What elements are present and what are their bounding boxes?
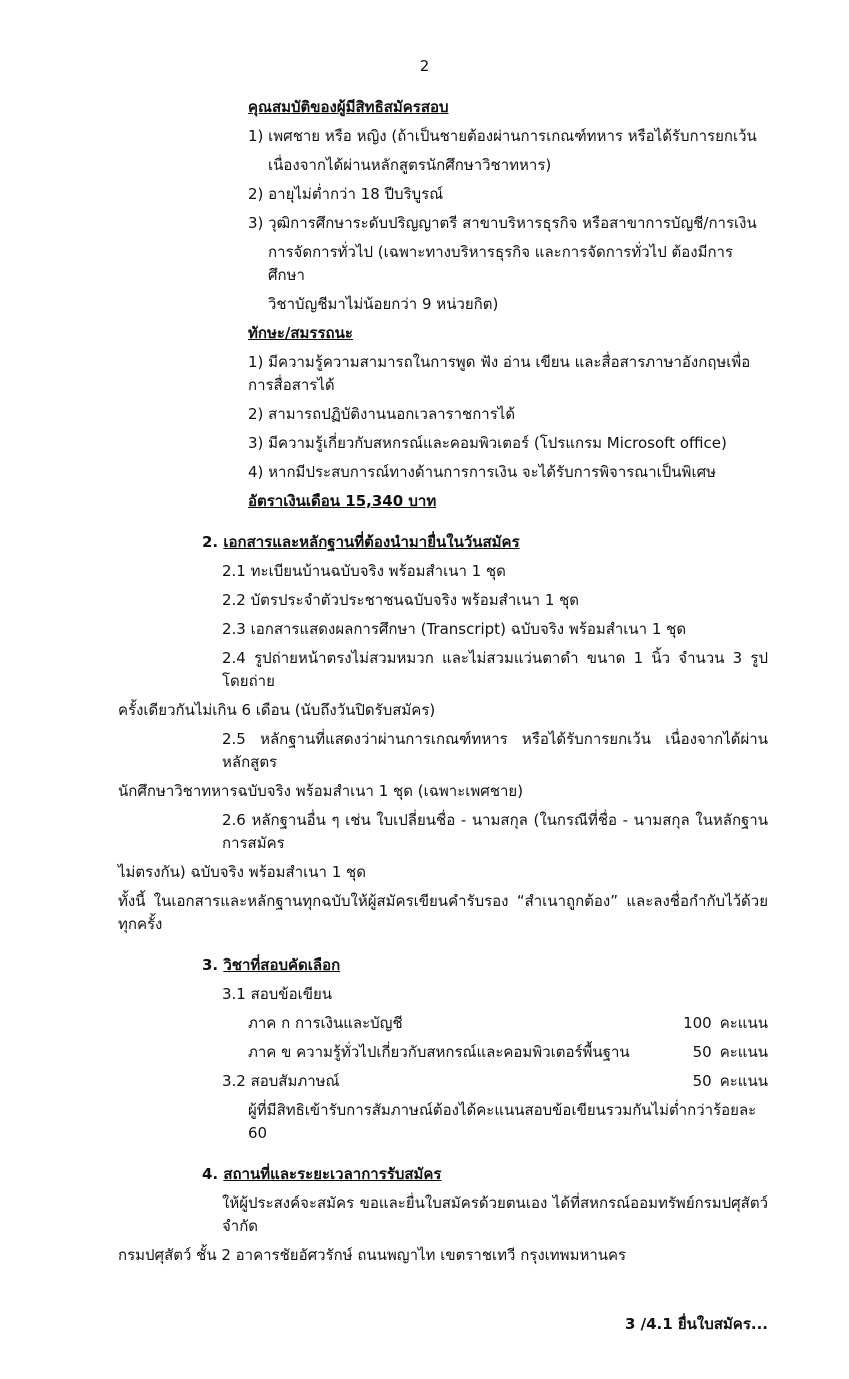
interview-eligibility-note: ผู้ที่มีสิทธิเข้ารับการสัมภาษณ์ต้องได้คะแนนสอบข้อเขียนรวมกันไม่ต่ำกว่าร้อยละ 60 <box>248 1101 757 1142</box>
exam-part-row <box>248 1009 768 1038</box>
document-item: 2.1 ทะเบียนบ้านฉบับจริง พร้อมสำเนา 1 ชุด <box>222 562 506 580</box>
qualification-item-cont: เนื่องจากได้ผ่านหลักสูตรนักศึกษาวิชาทหาร) <box>268 156 552 174</box>
skill-item: 1) มีความรู้ความสามารถในการพูด ฟัง อ่าน เขียน และสื่อสารภาษาอังกฤษเพื่อการสื่อสารได้ <box>248 353 751 394</box>
qualifications-heading: คุณสมบัติของผู้มีสิทธิสมัครสอบ <box>248 98 449 116</box>
qualification-item-cont: วิชาบัญชีมาไม่น้อยกว่า 9 หน่วยกิต) <box>268 295 499 313</box>
interview-points: 50 <box>692 1072 712 1090</box>
skill-item: 4) หากมีประสบการณ์ทางด้านการการเงิน จะได้รับการพิจารณาเป็นพิเศษ <box>248 463 716 481</box>
exam-part-name: ภาค ข ความรู้ทั่วไปเกี่ยวกับสหกรณ์และคอมพิวเตอร์พื้นฐาน <box>248 1043 630 1061</box>
page-number: 2 <box>419 57 430 75</box>
application-location: ให้ผู้ประสงค์จะสมัคร ขอและยื่นใบสมัครด้วยตนเอง ได้ที่สหกรณ์ออมทรัพย์กรมปศุสัตว์ จำกัด <box>222 1194 768 1235</box>
continuation-footer: 3 /4.1 ยื่นใบสมัคร... <box>624 1315 768 1333</box>
exam-part-name: ภาค ก การเงินและบัญชี <box>248 1014 403 1032</box>
section-number: 2. <box>202 533 219 551</box>
skills-heading: ทักษะ/สมรรถนะ <box>248 324 353 342</box>
interview-label: 3.2 สอบสัมภาษณ์ <box>222 1072 340 1090</box>
document-item-cont: ครั้งเดียวกันไม่เกิน 6 เดือน (นับถึงวันปิดรับสมัคร) <box>118 701 436 719</box>
skill-item: 3) มีความรู้เกี่ยวกับสหกรณ์และคอมพิวเตอร์ (โปรแกรม Microsoft office) <box>248 434 727 452</box>
section-title: วิชาที่สอบคัดเลือก <box>223 956 341 974</box>
qualification-item-cont: การจัดการทั่วไป (เฉพาะทางบริหารธุรกิจ และการจัดการทั่วไป ต้องมีการศึกษา <box>268 243 734 284</box>
qualification-item: 3) วุฒิการศึกษาระดับปริญญาตรี สาขาบริหารธุรกิจ หรือสาขาการบัญชี/การเงิน <box>248 214 757 232</box>
points-unit: คะแนน <box>719 1014 768 1032</box>
section2-heading <box>202 528 768 557</box>
salary: อัตราเงินเดือน 15,340 บาท <box>248 492 437 510</box>
interview-row <box>222 1067 768 1096</box>
section-number: 4. <box>202 1165 219 1183</box>
document-item: 2.5 หลักฐานที่แสดงว่าผ่านการเกณฑ์ทหาร หรือได้รับการยกเว้น เนื่องจากได้ผ่านหลักสูตร <box>222 730 768 771</box>
section-title: เอกสารและหลักฐานที่ต้องนำมายื่นในวันสมัคร <box>223 533 520 551</box>
points-unit: คะแนน <box>719 1072 768 1090</box>
qualification-item: 2) อายุไม่ต่ำกว่า 18 ปีบริบูรณ์ <box>248 185 444 203</box>
section4-heading <box>202 1160 768 1189</box>
document-item: 2.4 รูปถ่ายหน้าตรงไม่สวมหมวก และไม่สวมแว่นตาดำ ขนาด 1 นิ้ว จำนวน 3 รูป โดยถ่าย <box>222 649 768 690</box>
exam-part-points: 50 <box>692 1043 712 1061</box>
section-title: สถานที่และระยะเวลาการรับสมัคร <box>223 1165 442 1183</box>
section-number: 3. <box>202 956 219 974</box>
document-item-cont: ไม่ตรงกัน) ฉบับจริง พร้อมสำเนา 1 ชุด <box>118 863 366 881</box>
written-exam-label: 3.1 สอบข้อเขียน <box>222 985 332 1003</box>
exam-part-points: 100 <box>683 1014 712 1032</box>
points-unit: คะแนน <box>719 1043 768 1061</box>
certification-note: ทั้งนี้ ในเอกสารและหลักฐานทุกฉบับให้ผู้สมัครเขียนคำรับรอง “สำเนาถูกต้อง” และลงชื่อกำกับไว้ด้วยทุกครั้ง <box>118 892 768 933</box>
qualification-item: 1) เพศชาย หรือ หญิง (ถ้าเป็นชายต้องผ่านการเกณฑ์ทหาร หรือได้รับการยกเว้น <box>248 127 757 145</box>
skill-item: 2) สามารถปฏิบัติงานนอกเวลาราชการได้ <box>248 405 516 423</box>
exam-part-row <box>248 1038 768 1067</box>
application-location-cont: กรมปศุสัตว์ ชั้น 2 อาคารชัยอัศวรักษ์ ถนนพญาไท เขตราชเทวี กรุงเทพมหานคร <box>118 1246 627 1264</box>
document-item: 2.2 บัตรประจำตัวประชาชนฉบับจริง พร้อมสำเนา 1 ชุด <box>222 591 580 609</box>
document-item-cont: นักศึกษาวิชาทหารฉบับจริง พร้อมสำเนา 1 ชุด (เฉพาะเพศชาย) <box>118 782 524 800</box>
document-item: 2.6 หลักฐานอื่น ๆ เช่น ใบเปลี่ยนชื่อ - นามสกุล (ในกรณีที่ชื่อ - นามสกุล ในหลักฐานการสมัคร <box>222 811 768 852</box>
section3-heading <box>202 951 768 980</box>
document-item: 2.3 เอกสารแสดงผลการศึกษา (Transcript) ฉบับจริง พร้อมสำเนา 1 ชุด <box>222 620 687 638</box>
